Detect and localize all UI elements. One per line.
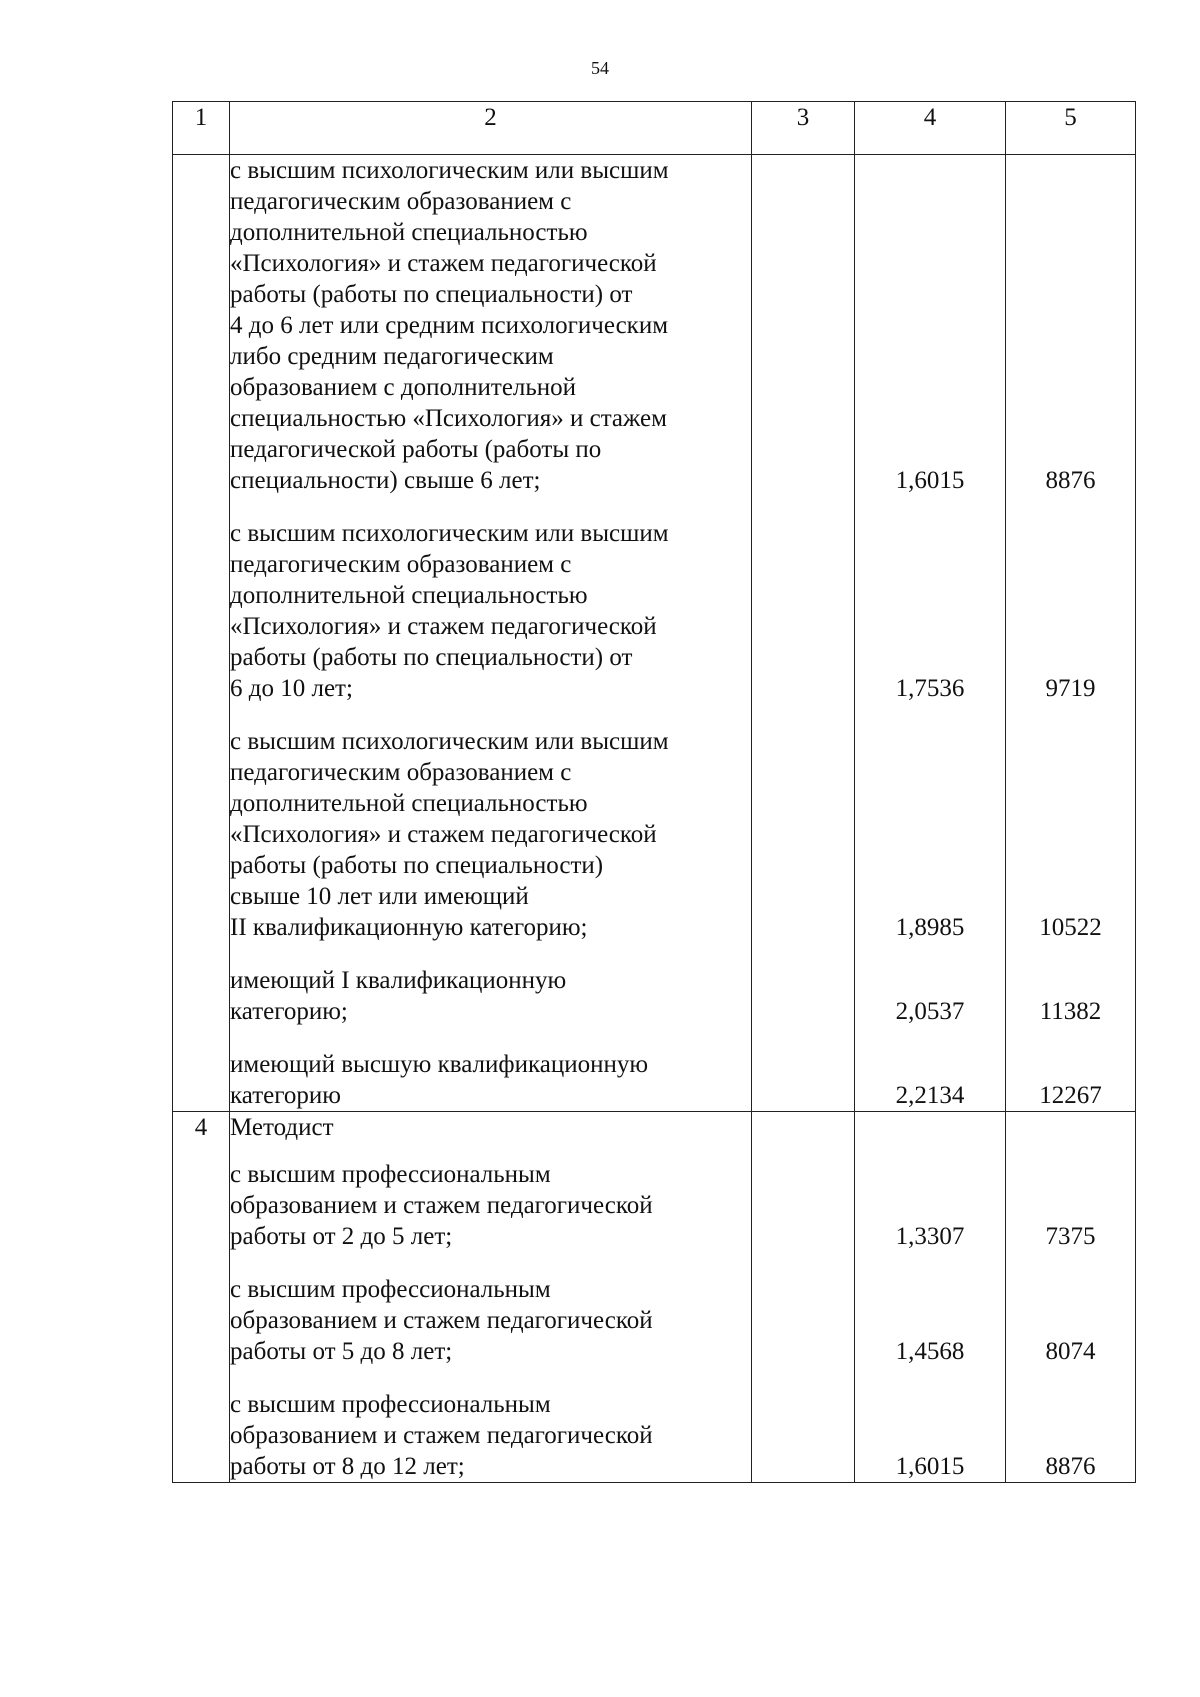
coefficient-value: 1,3307 [895,1223,965,1250]
qualification-text-line: работы (работы по специальности) от [230,644,633,671]
qualification-text-line: II квалификационную категорию; [230,914,588,941]
spacer [1006,704,1135,726]
spacer [1006,726,1135,912]
qualification-text-line: категорию; [230,998,348,1025]
row-number: 4 [194,1114,208,1141]
qualification-text-line: дополнительной специальностью [230,219,588,246]
amount-value: 11382 [1039,998,1102,1025]
column-header-4: 4 [855,102,1006,155]
spacer [1006,1274,1135,1336]
coefficient-cell [855,155,1006,1112]
qualification-text-line: с высшим психологическим или высшим [230,520,669,547]
amount-value: 10522 [1039,914,1102,941]
qualification-text-line: работы от 5 до 8 лет; [230,1338,453,1365]
spacer [855,704,1005,726]
row-number-cell [173,155,230,1112]
column-header-1: 1 [173,102,230,155]
spacer [752,496,854,518]
column-3-value [752,465,854,496]
spacer [855,1112,1005,1159]
table-row [173,155,1136,1112]
spacer [1006,155,1135,465]
spacer [855,1159,1005,1221]
qualification-text-line: педагогической работы (работы по [230,436,602,463]
spacer [752,1389,854,1451]
column-3-value [752,1336,854,1367]
qualification-text-line: 4 до 6 лет или средним психологическим [230,312,669,339]
spacer [752,726,854,912]
coefficient-value: 2,0537 [895,998,965,1025]
coefficient-value: 2,2134 [895,1082,965,1109]
spacer [855,943,1005,965]
qualification-text-line: образованием и стажем педагогической [230,1422,653,1449]
qualification-entry [230,1049,751,1111]
spacer [1006,1389,1135,1451]
qualification-text-line: работы от 8 до 12 лет; [230,1453,465,1480]
qualification-entry [230,965,751,1027]
amount-value: 8876 [1045,1453,1096,1480]
qualification-text-line: категорию [230,1082,341,1109]
coefficient-value: 1,4568 [895,1338,965,1365]
column-3-value [752,673,854,704]
spacer [752,155,854,465]
qualification-text-line: образованием и стажем педагогической [230,1192,653,1219]
qualification-text-line: «Психология» и стажем педагогической [230,250,657,277]
column-header-2: 2 [230,102,752,155]
spacer [752,704,854,726]
spacer [752,1049,854,1080]
row-number-cell [173,1112,230,1483]
spacer [855,1049,1005,1080]
spacer [1006,943,1135,965]
amount-value: 8074 [1045,1338,1096,1365]
spacer [855,518,1005,673]
column-3-cell [752,1112,855,1483]
qualification-entry [230,518,751,704]
spacer [752,943,854,965]
spacer [752,1252,854,1274]
spacer [855,1274,1005,1336]
coefficient-cell [855,1112,1006,1483]
spacer [855,1367,1005,1389]
qualification-text-line: образованием и стажем педагогической [230,1307,653,1334]
qualification-text-line: дополнительной специальностью [230,582,588,609]
spacer [855,496,1005,518]
coefficient-value: 1,8985 [895,914,965,941]
spacer [1006,1027,1135,1049]
coefficient-value: 1,6015 [895,1453,965,1480]
spacer [1006,1112,1135,1159]
spacer [1006,965,1135,996]
amount-cell [1006,1112,1136,1483]
spacer [1006,1367,1135,1389]
qualification-text-line: работы (работы по специальности) [230,852,604,879]
qualification-text-line: специальностью «Психология» и стажем [230,405,667,432]
spacer [855,965,1005,996]
column-3-value [752,1080,854,1111]
spacer [752,518,854,673]
qualification-text-line: дополнительной специальностью [230,790,588,817]
spacer [1006,496,1135,518]
page-number: 54 [591,58,609,78]
qualification-text-line: педагогическим образованием с [230,188,572,215]
table-header-row [173,102,1136,155]
qualification-entry [230,1159,751,1252]
column-3-value [752,1221,854,1252]
spacer [855,1389,1005,1451]
qualification-entry [230,155,751,496]
qualification-text-line: специальности) свыше 6 лет; [230,467,541,494]
spacer [855,1252,1005,1274]
spacer [752,1159,854,1221]
qualification-text-line: с высшим психологическим или высшим [230,728,669,755]
position-title: Методист [230,1114,334,1141]
qualification-text-line: педагогическим образованием с [230,551,572,578]
spacer [752,965,854,996]
spacer [752,1274,854,1336]
amount-cell [1006,155,1136,1112]
qualification-text-line: с высшим психологическим или высшим [230,157,669,184]
coefficient-value: 1,7536 [895,675,965,702]
amount-value: 8876 [1045,467,1096,494]
spacer [1006,1049,1135,1080]
qualification-text-line: имеющий высшую квалификационную [230,1051,649,1078]
amount-value: 7375 [1045,1223,1096,1250]
qualification-text-line: работы от 2 до 5 лет; [230,1223,453,1250]
column-3-value [752,912,854,943]
qualification-entry [230,1389,751,1482]
qualification-text-line: с высшим профессиональным [230,1161,551,1188]
qualification-text-line: «Психология» и стажем педагогической [230,613,657,640]
qualification-text-line: работы (работы по специальности) от [230,281,633,308]
qualification-text-line: 6 до 10 лет; [230,675,353,702]
description-cell [230,1112,752,1483]
spacer [752,1112,854,1159]
qualification-text-line: образованием с дополнительной [230,374,577,401]
spacer [855,155,1005,465]
table-row [173,1112,1136,1483]
salary-table [172,101,1136,1483]
qualification-entry [230,726,751,943]
spacer [1006,1252,1135,1274]
spacer [855,726,1005,912]
description-cell [230,155,752,1112]
amount-value: 9719 [1045,675,1096,702]
column-3-value [752,996,854,1027]
spacer [752,1027,854,1049]
spacer [752,1367,854,1389]
column-3-value [752,1451,854,1482]
qualification-text-line: педагогическим образованием с [230,759,572,786]
coefficient-value: 1,6015 [895,467,965,494]
qualification-entry [230,1274,751,1367]
spacer [1006,518,1135,673]
column-header-3: 3 [752,102,855,155]
column-header-5: 5 [1006,102,1136,155]
amount-value: 12267 [1039,1082,1102,1109]
qualification-text-line: с высшим профессиональным [230,1391,551,1418]
qualification-text-line: «Психология» и стажем педагогической [230,821,657,848]
qualification-text-line: имеющий I квалификационную [230,967,567,994]
qualification-text-line: либо средним педагогическим [230,343,554,370]
spacer [1006,1159,1135,1221]
column-3-cell [752,155,855,1112]
qualification-text-line: с высшим профессиональным [230,1276,551,1303]
qualification-text-line: свыше 10 лет или имеющий [230,883,529,910]
spacer [855,1027,1005,1049]
